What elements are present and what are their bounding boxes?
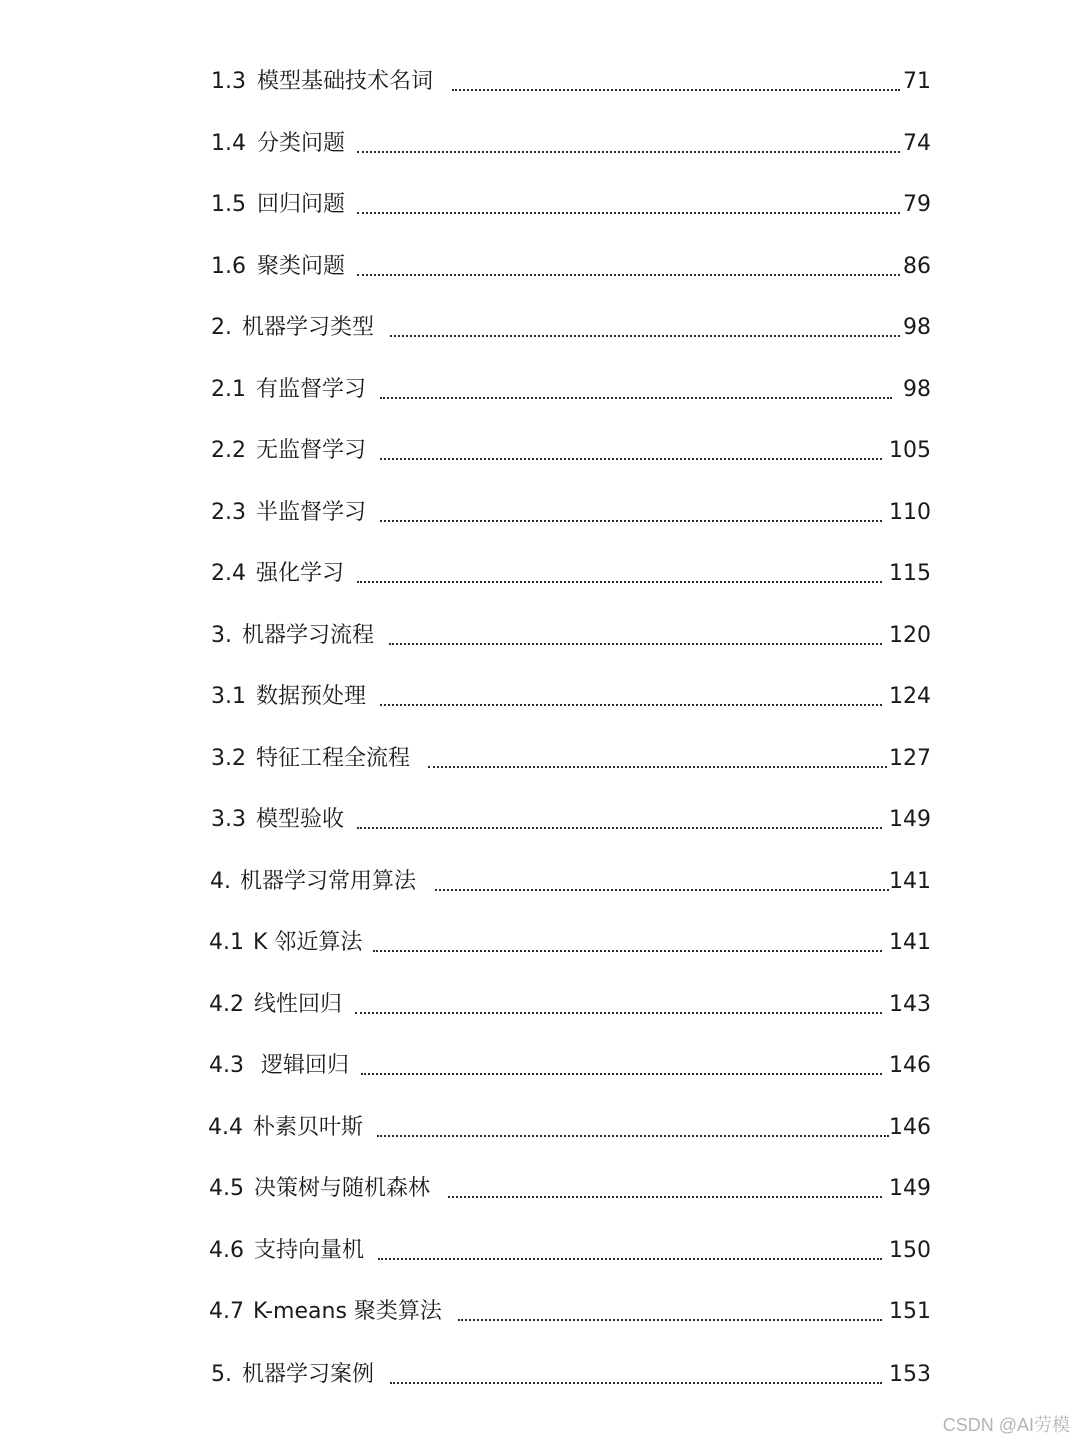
toc-entry-number: 3.1: [211, 684, 246, 709]
toc-entry-title: 机器学习案例: [242, 1362, 375, 1387]
toc-entry-number: 4.5: [209, 1176, 244, 1201]
toc-entry-page: 150: [889, 1238, 931, 1263]
toc-entry-page: 98: [903, 315, 931, 340]
toc-leader-dots: [380, 520, 882, 522]
toc-leader-dots: [355, 1012, 882, 1014]
toc-entry[interactable]: [0, 1108, 1080, 1148]
toc-entry-page: 141: [889, 869, 931, 894]
toc-leader-dots: [357, 581, 882, 583]
toc-entry-title: 无监督学习: [256, 438, 367, 463]
toc-entry-number: 4.1: [209, 930, 244, 955]
toc-entry-page: 143: [889, 992, 931, 1017]
toc-entry-number: 1.6: [211, 254, 246, 279]
toc-entry-number: 3.3: [211, 807, 246, 832]
watermark: CSDN @AI劳模: [942, 1415, 1070, 1435]
toc-entry-title: 支持向量机: [254, 1238, 365, 1263]
toc-entry-number: 1.5: [211, 192, 246, 217]
toc-entry-title: K-means 聚类算法: [253, 1299, 442, 1324]
toc-entry-page: 105: [889, 438, 931, 463]
toc-entry-number: 3.: [211, 623, 232, 648]
toc-leader-dots: [357, 827, 882, 829]
toc-entry-title: 逻辑回归: [261, 1053, 350, 1078]
toc-leader-dots: [458, 1319, 882, 1321]
toc-entry-page: 149: [889, 807, 931, 832]
toc-entry-title: 强化学习: [256, 561, 345, 586]
toc-entry[interactable]: [0, 1046, 1080, 1086]
toc-leader-dots: [452, 89, 900, 91]
toc-leader-dots: [357, 274, 900, 276]
toc-entry-number: 2.1: [211, 377, 246, 402]
toc-entry-page: 115: [889, 561, 931, 586]
toc-leader-dots: [390, 335, 900, 337]
toc-entry[interactable]: [0, 677, 1080, 717]
toc-entry[interactable]: [0, 1169, 1080, 1209]
toc-entry-title: 机器学习流程: [242, 623, 375, 648]
toc-entry-page: 146: [889, 1053, 931, 1078]
toc-entry[interactable]: [0, 308, 1080, 348]
toc-entry-number: 3.2: [211, 746, 246, 771]
toc-entry[interactable]: [0, 923, 1080, 963]
toc-entry[interactable]: [0, 1231, 1080, 1271]
toc-leader-dots: [380, 458, 882, 460]
toc-entry-number: 1.3: [211, 69, 246, 94]
toc-entry[interactable]: [0, 370, 1080, 410]
toc-entry-page: 79: [903, 192, 931, 217]
toc-entry-title: 线性回归: [254, 992, 343, 1017]
toc-entry-number: 5.: [211, 1362, 232, 1387]
toc-entry-title: 模型基础技术名词: [257, 69, 434, 94]
toc-entry-page: 153: [889, 1362, 931, 1387]
toc-entry-number: 4.4: [208, 1115, 243, 1140]
toc-entry-number: 4.6: [209, 1238, 244, 1263]
toc-entry-title: 聚类问题: [257, 254, 346, 279]
toc-entry[interactable]: [0, 431, 1080, 471]
toc-entry[interactable]: [0, 493, 1080, 533]
toc-entry-number: 2.2: [211, 438, 246, 463]
toc-leader-dots: [380, 397, 892, 399]
toc-entry-title: 机器学习常用算法: [240, 869, 417, 894]
toc-entry-number: 4.2: [209, 992, 244, 1017]
toc-entry-title: 有监督学习: [256, 377, 367, 402]
toc-leader-dots: [435, 889, 889, 891]
toc-entry-number: 2.: [211, 315, 232, 340]
toc-entry-page: 127: [889, 746, 931, 771]
toc-leader-dots: [389, 643, 882, 645]
toc-entry-number: 1.4: [211, 131, 246, 156]
toc-entry-page: 124: [889, 684, 931, 709]
toc-entry-number: 2.3: [211, 500, 246, 525]
toc-entry-page: 151: [889, 1299, 931, 1324]
toc-leader-dots: [390, 1382, 882, 1384]
toc-entry-page: 141: [889, 930, 931, 955]
toc-entry[interactable]: [0, 1355, 1080, 1395]
toc-leader-dots: [357, 151, 900, 153]
toc-entry-title: 半监督学习: [256, 500, 367, 525]
toc-entry[interactable]: [0, 124, 1080, 164]
toc-entry[interactable]: [0, 1292, 1080, 1332]
toc-entry-number: 4.3: [209, 1053, 244, 1078]
toc-entry-page: 86: [903, 254, 931, 279]
toc-entry-title: 决策树与随机森林: [254, 1176, 431, 1201]
toc-entry-title: K 邻近算法: [253, 930, 363, 955]
toc-entry[interactable]: [0, 185, 1080, 225]
toc-entry-page: 110: [889, 500, 931, 525]
toc-entry-title: 数据预处理: [256, 684, 367, 709]
toc-entry-page: 120: [889, 623, 931, 648]
toc-leader-dots: [361, 1073, 882, 1075]
toc-leader-dots: [448, 1196, 882, 1198]
toc-entry[interactable]: [0, 554, 1080, 594]
toc-leader-dots: [357, 212, 900, 214]
toc-leader-dots: [373, 950, 882, 952]
toc-entry-number: 4.: [210, 869, 231, 894]
toc-entry-title: 机器学习类型: [242, 315, 375, 340]
toc-entry-title: 特征工程全流程: [256, 746, 411, 771]
toc-leader-dots: [377, 1135, 889, 1137]
toc-entry-number: 4.7: [209, 1299, 244, 1324]
toc-entry-page: 74: [903, 131, 931, 156]
toc-entry-title: 模型验收: [256, 807, 345, 832]
toc-leader-dots: [428, 766, 887, 768]
toc-entry-title: 分类问题: [257, 131, 346, 156]
toc-leader-dots: [380, 704, 882, 706]
toc-entry[interactable]: [0, 739, 1080, 779]
toc-entry[interactable]: [0, 616, 1080, 656]
toc-entry-number: 2.4: [211, 561, 246, 586]
toc-entry[interactable]: [0, 800, 1080, 840]
toc-entry-page: 146: [889, 1115, 931, 1140]
toc-entry-title: 回归问题: [257, 192, 346, 217]
toc-leader-dots: [378, 1258, 882, 1260]
toc-entry-page: 149: [889, 1176, 931, 1201]
toc-entry-page: 98: [903, 377, 931, 402]
toc-entry[interactable]: [0, 247, 1080, 287]
toc-entry[interactable]: [0, 862, 1080, 902]
toc-entry-page: 71: [903, 69, 931, 94]
toc-entry[interactable]: [0, 62, 1080, 102]
toc-entry[interactable]: [0, 985, 1080, 1025]
toc-entry-title: 朴素贝叶斯: [253, 1115, 364, 1140]
